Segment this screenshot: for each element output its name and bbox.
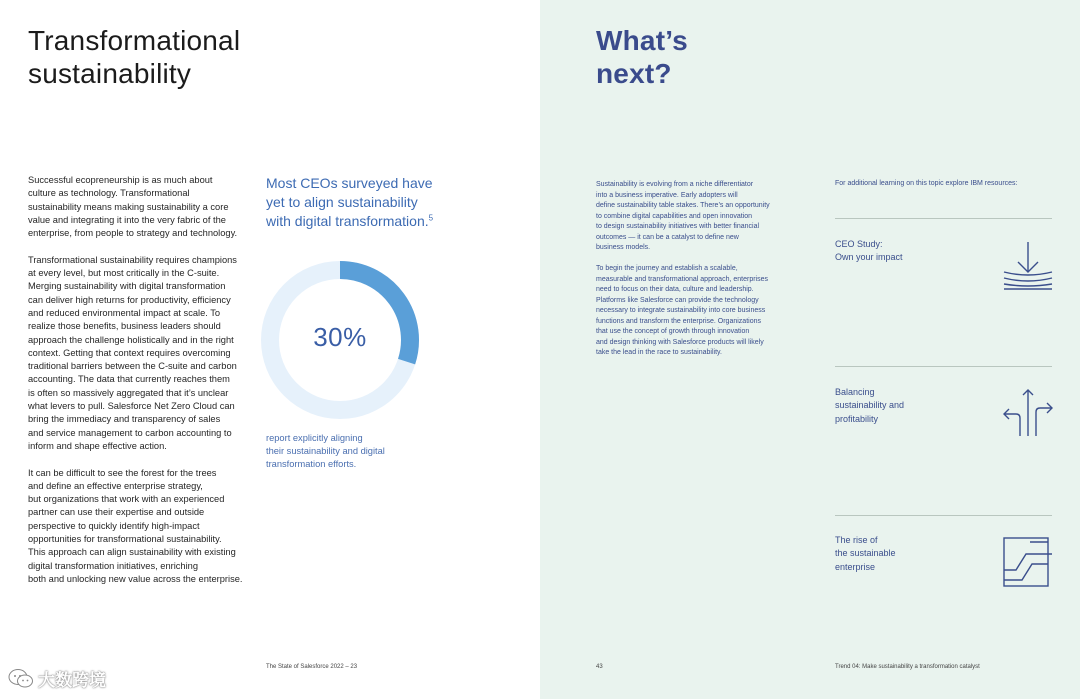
body-line: but organizations that work with an experienced xyxy=(28,494,225,505)
body-line: bring the immediacy and transparency of sales xyxy=(28,414,221,425)
resource-link-line: the sustainable xyxy=(835,548,896,559)
body-line: realize those benefits, business leaders should xyxy=(28,321,221,332)
resource-link-line: CEO Study: xyxy=(835,239,883,249)
body-paragraph xyxy=(596,180,806,254)
stat-caption-line: their sustainability and digital xyxy=(266,446,385,457)
stat-caption-line: report explicitly aligning xyxy=(266,433,363,443)
wechat-icon xyxy=(8,668,34,690)
body-line: digital transformation initiatives, enriching xyxy=(28,560,199,571)
resource-link-line: sustainability and xyxy=(835,400,905,411)
body-line: opportunities for transformational sustainability. xyxy=(28,534,222,545)
footer-left: The State of Salesforce 2022 – 23 xyxy=(266,664,358,670)
body-line: sustainability means making sustainability a core xyxy=(28,201,229,212)
body-line: what levers to pull. Salesforce Net Zero Cloud can xyxy=(28,401,235,412)
stat-value: 30% xyxy=(313,322,367,352)
resource-link-line: The rise of xyxy=(835,535,878,545)
body-line: need to focus on their data, culture and leadership. xyxy=(596,286,754,293)
stat-headline-line: Most CEOs surveyed have xyxy=(266,175,433,191)
branching-arrows-icon[interactable] xyxy=(1000,386,1056,442)
body-line: define sustainability table stakes. There’s an opportunity xyxy=(596,202,770,209)
stat-caption xyxy=(266,432,446,472)
body-line: Merging sustainability with digital transformation xyxy=(28,281,226,292)
body-paragraph xyxy=(28,467,250,587)
body-line: is often so massively aggregated that it’s unclear xyxy=(28,387,229,398)
body-line: traditional barriers between the C-suite and carbon xyxy=(28,361,237,372)
body-line: Sustainability is evolving from a niche differentiator xyxy=(596,181,754,188)
body-line: that use the concept of growth through innovation xyxy=(596,328,750,335)
page-title xyxy=(28,24,240,90)
body-line: and reduced environmental impact at scale. To xyxy=(28,307,221,318)
body-line: value and integrating it into the very fabric of the xyxy=(28,214,226,225)
resource-link-ceo-study[interactable] xyxy=(835,238,903,265)
body-line: inform and shape effective action. xyxy=(28,440,167,451)
body-text xyxy=(28,174,250,600)
title-line: Transformational xyxy=(28,25,241,56)
divider xyxy=(835,218,1052,219)
body-line: perspective to quickly identify high-impact xyxy=(28,520,200,531)
body-line: to design sustainability initiatives with better financial xyxy=(596,223,760,230)
divider xyxy=(835,515,1052,516)
title-line: What’s xyxy=(596,25,688,56)
body-line: both and unlocking new value across the enterprise. xyxy=(28,573,243,584)
body-line: and design thinking with Salesforce products will likely xyxy=(596,338,764,346)
growth-steps-icon[interactable] xyxy=(1000,534,1056,590)
body-line: approach the challenge holistically and in the right xyxy=(28,334,234,345)
body-line: measurable and transformational approach, enterprises xyxy=(596,275,768,283)
footer-right: Trend 04: Make sustainability a transformation catalyst xyxy=(835,664,980,670)
body-line: necessary to integrate sustainability into core business xyxy=(596,307,766,314)
body-line: can deliver high returns for productivity, efficiency xyxy=(28,294,231,305)
resources-intro: For additional learning on this topic explore IBM resources: xyxy=(835,180,1018,187)
title-line: next? xyxy=(596,58,672,89)
body-line: accounting. The data that currently reaches them xyxy=(28,374,230,385)
resource-link-line: profitability xyxy=(835,413,879,424)
body-line: into a business imperative. Early adopters will xyxy=(596,191,738,199)
body-line: To begin the journey and establish a scalable, xyxy=(596,265,738,272)
watermark xyxy=(8,666,106,691)
download-arrow-icon[interactable] xyxy=(1000,238,1056,294)
body-line: business models. xyxy=(596,244,651,251)
stat-caption-line: transformation efforts. xyxy=(266,459,357,470)
body-text xyxy=(596,180,806,369)
page-title xyxy=(596,24,688,90)
body-line: This approach can align sustainability with existing xyxy=(28,547,236,558)
body-line: Successful ecopreneurship is as much about xyxy=(28,175,213,185)
right-page xyxy=(540,0,1080,699)
footnote-marker: 5 xyxy=(428,213,434,223)
body-line: partner can use their expertise and outside xyxy=(28,507,205,518)
stat-headline-line: yet to align sustainability xyxy=(266,194,418,210)
body-line: at every level, but most critically in the C-suite. xyxy=(28,268,220,279)
body-line: It can be difficult to see the forest for the trees xyxy=(28,467,217,478)
resource-link-balancing[interactable] xyxy=(835,386,904,426)
body-paragraph xyxy=(28,254,250,453)
body-paragraph xyxy=(28,174,250,240)
body-line: outcomes — it can be a catalyst to define new xyxy=(596,233,739,241)
body-line: and service management to carbon accounting to xyxy=(28,427,232,438)
resource-link-rise[interactable] xyxy=(835,534,896,574)
body-line: and define an effective enterprise strategy, xyxy=(28,480,203,491)
body-line: culture as technology. Transformational xyxy=(28,188,190,199)
body-line: take the lead in the race to sustainability. xyxy=(596,349,722,356)
stat-headline xyxy=(266,174,466,231)
page-number: 43 xyxy=(596,664,603,670)
body-line: functions and transform the enterprise. Organizations xyxy=(596,317,761,325)
watermark-text: 大数跨境 xyxy=(38,671,106,690)
body-line: context. Getting that context requires overcoming xyxy=(28,347,231,358)
body-line: to combine digital capabilities and open innovation xyxy=(596,212,753,220)
stat-headline-line: with digital transformation. xyxy=(266,213,429,229)
body-line: Platforms like Salesforce can provide the technology xyxy=(596,296,759,304)
resource-link-line: enterprise xyxy=(835,561,876,572)
divider xyxy=(835,366,1052,367)
resource-link-line: Balancing xyxy=(835,387,875,397)
resource-link-line: Own your impact xyxy=(835,252,903,263)
body-line: Transformational sustainability requires champions xyxy=(28,254,237,265)
body-line: enterprise, from people to strategy and technology. xyxy=(28,228,238,239)
title-line: sustainability xyxy=(28,58,192,89)
body-paragraph xyxy=(596,264,806,359)
